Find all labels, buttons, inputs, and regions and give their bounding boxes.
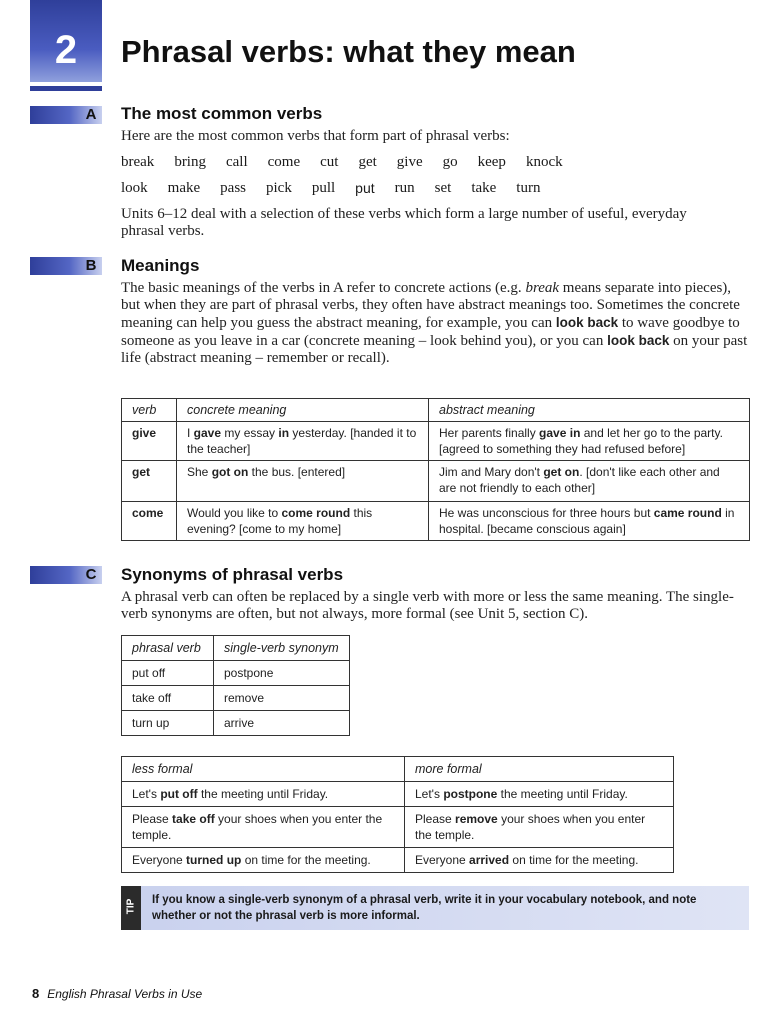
example-word: break xyxy=(525,280,560,296)
page-title: Phrasal verbs: what they mean xyxy=(121,34,576,69)
column-header: abstract meaning xyxy=(429,399,750,422)
section-a-intro: Here are the most common verbs that form part of phrasal verbs: xyxy=(121,128,510,144)
verb-item: pick xyxy=(266,180,292,196)
column-header: phrasal verb xyxy=(122,636,214,661)
table-header-row xyxy=(122,636,350,661)
verb-item: call xyxy=(225,154,248,170)
tip-text: If you know a single-verb synonym of a phrasal verb, write it in your vocabulary notebook, and note whether or not the phrasal verb is more informal. xyxy=(152,894,697,922)
verb-item: run xyxy=(394,180,415,196)
column-header: concrete meaning xyxy=(177,399,429,422)
section-a-note: Units 6–12 deal with a selection of these verbs which form a large number of useful, everyday phrasal verbs. xyxy=(121,206,687,239)
highlight-phrase: look back xyxy=(607,333,670,348)
verb-item: pass xyxy=(220,180,246,196)
verb-item: cut xyxy=(320,154,339,170)
book-title: English Phrasal Verbs in Use xyxy=(47,987,203,1001)
section-a-title: The most common verbs xyxy=(121,104,323,123)
abstract-meaning-cell: Jim and Mary don't get on. [don't like each other and are not friendly to each other] xyxy=(429,461,750,502)
abstract-meaning-cell: Her parents finally gave in and let her go to the party. [agreed to something they had refused before] xyxy=(429,422,750,461)
table-row: turn up arrive xyxy=(122,711,350,736)
verb-item: keep xyxy=(477,154,506,170)
verb-item: take xyxy=(471,180,497,196)
verb-item: set xyxy=(434,180,452,196)
synonym-table xyxy=(121,635,350,736)
verb-item: look xyxy=(121,180,148,196)
tip-label: TIP xyxy=(125,898,137,915)
verb-item: give xyxy=(396,154,423,170)
meanings-table xyxy=(121,398,750,541)
column-header: single-verb synonym xyxy=(214,636,350,661)
section-c-title: Synonyms of phrasal verbs xyxy=(121,565,344,584)
verb-cell: give xyxy=(122,422,177,461)
unit-number: 2 xyxy=(54,28,78,72)
column-header: less formal xyxy=(122,757,405,782)
verb-item: pull xyxy=(311,180,336,196)
table-row xyxy=(122,461,750,502)
page-footer xyxy=(32,986,202,1001)
verb-item: turn xyxy=(516,180,541,196)
table-header-row xyxy=(122,399,750,422)
verb-item: knock xyxy=(525,154,563,170)
highlight-phrase: look back xyxy=(555,315,619,330)
verb-item: break xyxy=(121,154,155,170)
table-row: put off postpone xyxy=(122,661,350,686)
verb-item: go xyxy=(442,154,458,170)
unit-underline-bar xyxy=(30,86,102,91)
table-row xyxy=(122,502,750,541)
column-header: verb xyxy=(122,399,177,422)
column-header: more formal xyxy=(405,757,674,782)
table-row: take off remove xyxy=(122,686,350,711)
formality-table xyxy=(121,756,674,873)
verb-list-row-2 xyxy=(121,180,560,197)
verb-item: come xyxy=(267,154,301,170)
section-a-letter: A xyxy=(85,106,97,123)
section-b-title: Meanings xyxy=(121,256,200,275)
section-b-paragraph: The basic meanings of the verbs in A refer to concrete actions (e.g. break means separate into pieces), but when they are part of phrasal verbs, they often have abstract meanings too. Sometimes the concrete meaning can help you guess the abstract meaning, for example, you can look back to wave goodbye to someone as you leave in a car (concrete meaning – look behind you), or you can look back on your past life (abstract meaning – remember or recall). xyxy=(121,280,748,366)
concrete-meaning-cell: I gave my essay in yesterday. [handed it to the teacher] xyxy=(177,422,429,461)
table-row: Everyone turned up on time for the meeting. Everyone arrived on time for the meeting. xyxy=(122,848,674,873)
section-c-letter: C xyxy=(85,566,97,583)
table-row: Please take off your shoes when you enter the temple. Please remove your shoes when you enter the temple. xyxy=(122,807,674,848)
verb-item: bring xyxy=(174,154,206,170)
table-row: Let's put off the meeting until Friday. Let's postpone the meeting until Friday. xyxy=(122,782,674,807)
verb-item: get xyxy=(358,154,377,170)
verb-cell: get xyxy=(122,461,177,502)
verb-cell: come xyxy=(122,502,177,541)
abstract-meaning-cell: He was unconscious for three hours but came round in hospital. [became conscious again] xyxy=(429,502,750,541)
concrete-meaning-cell: She got on the bus. [entered] xyxy=(177,461,429,502)
page-number: 8 xyxy=(32,986,40,1001)
table-header-row xyxy=(122,757,674,782)
concrete-meaning-cell: Would you like to come round this evening? [come to my home] xyxy=(177,502,429,541)
section-b-letter: B xyxy=(85,257,97,274)
verb-list-row-1 xyxy=(121,154,583,171)
verb-item: put xyxy=(355,180,375,196)
section-c-paragraph: A phrasal verb can often be replaced by a single verb with more or less the same meaning. The single-verb synonyms are often, but not always, more formal (see Unit 5, section C). xyxy=(121,589,734,622)
table-row xyxy=(122,422,750,461)
verb-item: make xyxy=(167,180,201,196)
